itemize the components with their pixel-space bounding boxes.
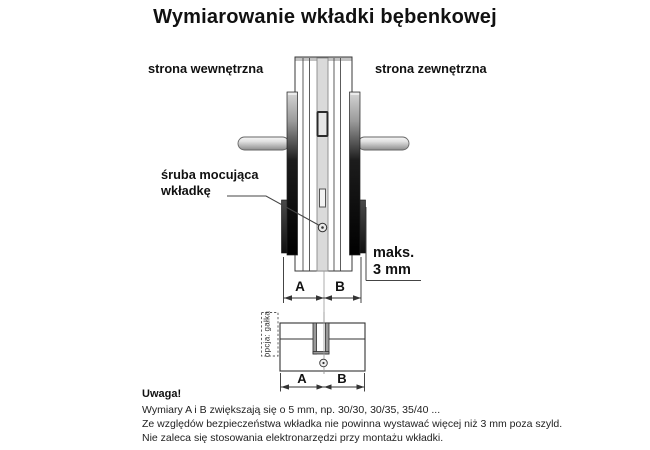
page-title: Wymiarowanie wkładki bębenkowej (153, 6, 497, 28)
arrowhead (324, 295, 332, 300)
cam-notch-wall-right (326, 323, 330, 354)
notes-block (142, 388, 622, 445)
cam-notch-bottom (313, 352, 329, 355)
outer-side-label: strona zewnętrzna (375, 61, 487, 76)
notes-heading: Uwaga! (142, 388, 182, 400)
fixing-screw-label-line1: śruba mocująca (161, 167, 259, 182)
door-cross-section (295, 57, 352, 271)
note-line: Ze względów bezpieczeństwa wkładka nie powinna wystawać więcej niż 3 mm poza szyld. (142, 418, 563, 430)
dimension-a-upper: A (295, 279, 305, 294)
escutcheon-left (287, 92, 298, 255)
max-protrusion-line2: 3 mm (373, 262, 411, 279)
inner-side-label: strona wewnętrzna (148, 61, 264, 76)
note-line: Wymiary A i B zwiększają się o 5 mm, np. 30/30, 30/35, 35/40 ... (142, 404, 441, 416)
max-protrusion-label (373, 245, 414, 279)
fixing-screw-center (321, 226, 324, 229)
cam-notch-wall-left (313, 323, 317, 354)
escutcheon-left-highlight (288, 93, 297, 95)
rod-left (238, 137, 289, 150)
escutcheon-right-highlight (351, 93, 360, 95)
arrowhead (353, 295, 361, 300)
dimension-b-upper: B (335, 279, 345, 294)
arrowhead (284, 295, 292, 300)
arrowhead (316, 295, 324, 300)
escutcheon-right (350, 92, 361, 255)
fixing-screw-label (161, 167, 258, 200)
knob-option-label: opcja: gałka (262, 310, 272, 358)
max-protrusion-line1: maks. (373, 245, 415, 261)
cam-element (318, 112, 328, 136)
cylinder-side-view (262, 312, 366, 374)
cylinder-strip (317, 58, 328, 271)
rod-right (358, 137, 409, 150)
pin-element (320, 189, 326, 207)
dimension-a-lower: A (297, 371, 307, 386)
fixing-screw-label-line2: wkładkę (161, 183, 211, 199)
note-line: Nie zaleca się stosowania elektronarzędzi przy montażu wkładki. (142, 432, 444, 444)
cylinder-screw-center (322, 362, 324, 364)
dimension-b-lower: B (337, 371, 347, 386)
